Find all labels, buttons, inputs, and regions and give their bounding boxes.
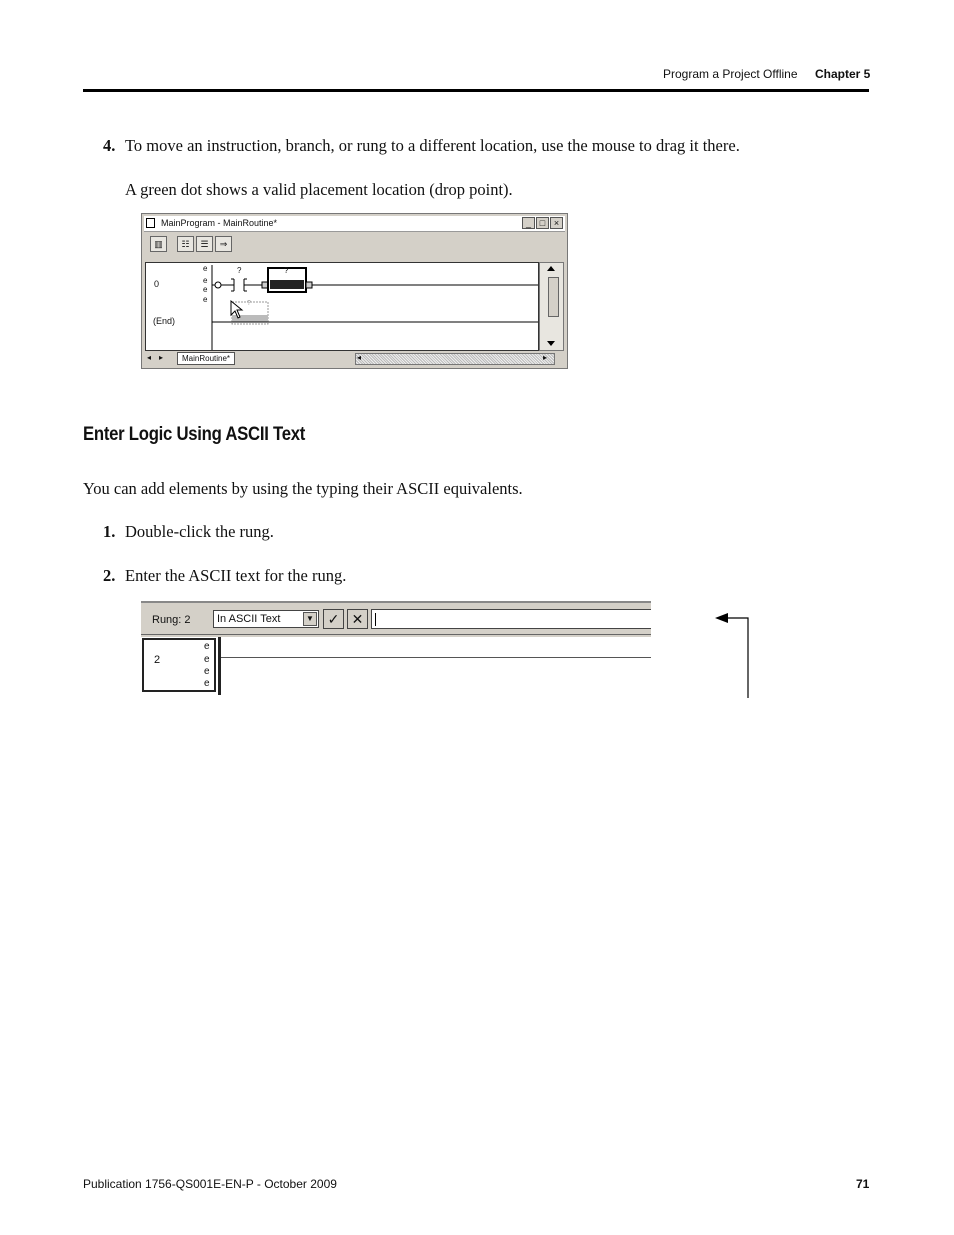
box-tag-placeholder: ? xyxy=(284,266,289,275)
ladder-editor[interactable] xyxy=(145,262,539,351)
header-rule xyxy=(83,89,869,92)
scroll-down-icon[interactable] xyxy=(547,341,555,346)
edit-mode-select[interactable] xyxy=(213,610,319,628)
scroll-up-icon[interactable] xyxy=(547,266,555,271)
window-title: MainProgram - MainRoutine* xyxy=(161,218,278,228)
rung-number-box xyxy=(142,638,216,692)
edit-marker: e xyxy=(203,276,208,285)
branch-ops-icon[interactable]: ☰ xyxy=(196,236,213,252)
step-2-text: Enter the ASCII text for the rung. xyxy=(125,566,347,585)
vertical-scrollbar[interactable] xyxy=(539,262,564,351)
rung-edit-bar xyxy=(141,604,651,635)
step-4-text: To move an instruction, branch, or rung to a different location, use the mouse to drag it there. xyxy=(125,136,740,155)
callout-arrow xyxy=(712,608,754,700)
cancel-edit-button[interactable]: ✕ xyxy=(347,609,368,629)
edit-marker: e xyxy=(204,641,210,652)
tab-prev-icon[interactable]: ◂ xyxy=(147,353,152,362)
scroll-thumb[interactable] xyxy=(548,277,559,317)
title-bar xyxy=(144,216,565,232)
edit-marker: e xyxy=(204,678,210,689)
horizontal-scrollbar[interactable] xyxy=(355,353,555,365)
contact-tag-placeholder: ? xyxy=(237,266,242,275)
section-intro: You can add elements by using the typing their ASCII equivalents. xyxy=(83,479,523,498)
hscroll-left-icon[interactable]: ◂ xyxy=(357,353,362,362)
step-1-text: Double-click the rung. xyxy=(125,522,274,541)
routine-icon[interactable]: ▥ xyxy=(150,236,167,252)
export-icon[interactable]: ⇒ xyxy=(215,236,232,252)
page-number: 71 xyxy=(856,1177,870,1191)
hscroll-right-icon[interactable]: ▸ xyxy=(543,353,548,362)
rung-0-number: 0 xyxy=(154,279,160,289)
end-label: (End) xyxy=(153,316,176,326)
step-4-note: A green dot shows a valid placement location (drop point). xyxy=(125,180,513,199)
rung-label: Rung: 2 xyxy=(152,614,191,626)
ascii-text-input[interactable] xyxy=(371,609,651,629)
footer-publication: Publication 1756-QS001E-EN-P - October 2009 xyxy=(83,1177,337,1191)
edit-marker: e xyxy=(204,654,210,665)
chevron-down-icon[interactable]: ▼ xyxy=(303,612,317,626)
rung-2-ladder[interactable] xyxy=(141,637,651,695)
rung-2-number: 2 xyxy=(154,654,161,666)
text-caret xyxy=(375,613,376,626)
rung-wire xyxy=(221,657,651,658)
running-header-section: Program a Project Offline xyxy=(663,67,798,81)
step-1-number: 1. xyxy=(103,522,116,541)
edit-marker: e xyxy=(203,264,208,273)
rung-ops-icon[interactable]: ☷ xyxy=(177,236,194,252)
section-heading: Enter Logic Using ASCII Text xyxy=(83,424,306,445)
accept-edit-button[interactable]: ✓ xyxy=(323,609,344,629)
edit-marker: e xyxy=(203,285,208,294)
ghost-tag-placeholder: ? xyxy=(247,300,251,307)
tab-bar xyxy=(145,352,565,366)
edit-marker: e xyxy=(204,666,210,677)
maximize-button[interactable]: □ xyxy=(536,217,549,229)
edit-mode-value: In ASCII Text xyxy=(217,613,281,625)
drop-point-dot xyxy=(215,282,221,288)
edit-marker: e xyxy=(203,295,208,304)
running-header-chapter: Chapter 5 xyxy=(815,67,871,81)
main-routine-window xyxy=(141,213,568,369)
tab-next-icon[interactable]: ▸ xyxy=(159,353,164,362)
tab-main-routine[interactable]: MainRoutine* xyxy=(177,352,235,365)
step-2-number: 2. xyxy=(103,566,116,585)
close-button[interactable]: × xyxy=(550,217,563,229)
minimize-button[interactable]: _ xyxy=(522,217,535,229)
ascii-edit-window xyxy=(141,601,651,695)
step-4-number: 4. xyxy=(103,136,116,155)
window-icon xyxy=(146,218,155,228)
left-power-rail xyxy=(218,637,221,695)
toolbar xyxy=(144,233,565,255)
